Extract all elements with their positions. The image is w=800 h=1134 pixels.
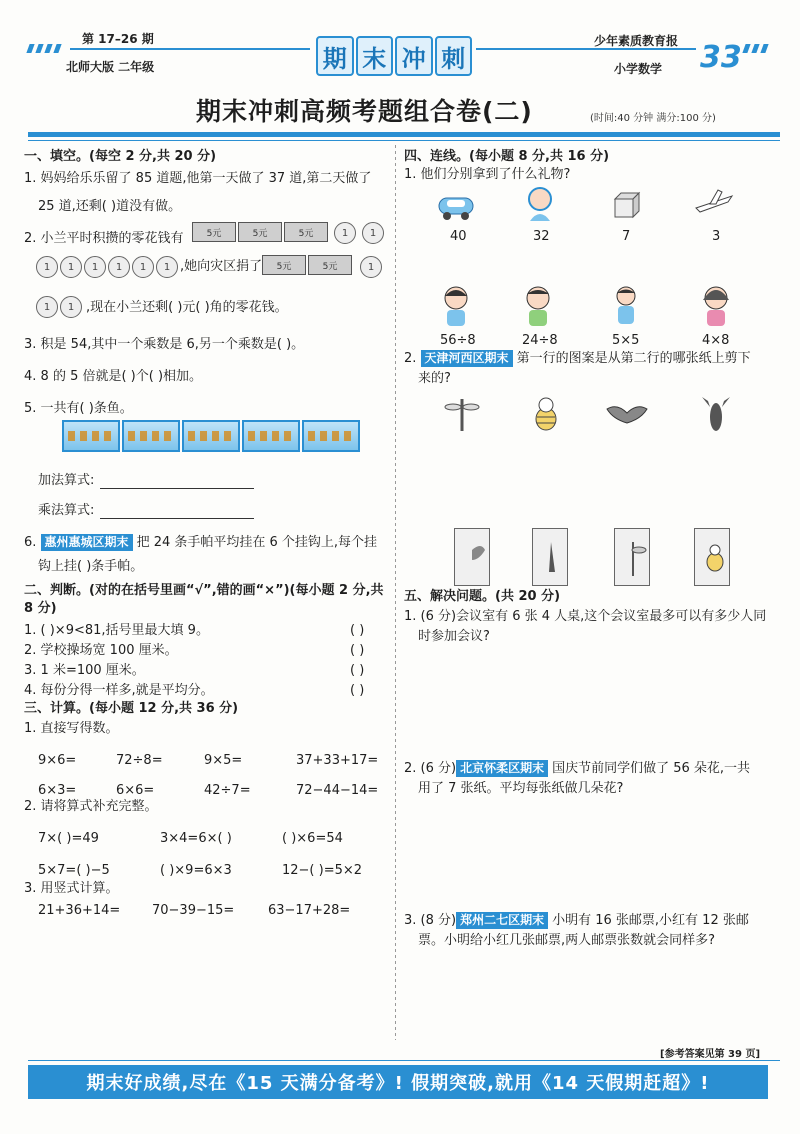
judge-1: 1. ( )×9<81,括号里最大填 9。 <box>24 623 209 638</box>
lobster-icon <box>696 392 736 436</box>
source-tag: 惠州惠城区期末 <box>41 534 133 551</box>
calc-item: 42÷7= <box>204 783 251 798</box>
banner-char: 末 <box>356 36 394 76</box>
fish-tank <box>122 420 180 452</box>
footer-rule <box>28 1060 780 1061</box>
folded-paper-icon <box>614 528 650 586</box>
fish-tank <box>302 420 360 452</box>
q4: 4. 8 的 5 倍就是( )个( )相加。 <box>24 369 203 384</box>
q3: 3. 积是 54,其中一个乘数是 6,另一个乘数是( )。 <box>24 337 305 352</box>
dragonfly-icon <box>442 394 482 434</box>
subject-label: 小学数学 <box>614 62 663 76</box>
title-rule <box>28 132 780 137</box>
gift-number: 40 <box>450 229 467 244</box>
footer-banner: 期末好成绩,尽在《15 天满分备考》! 假期突破,就用《14 天假期赶超》! <box>28 1065 768 1099</box>
kid-expression: 56÷8 <box>440 333 476 348</box>
calc-item: 7×( )=49 <box>38 831 99 846</box>
banknote-icon: 5元 <box>192 222 236 242</box>
banknote-icon: 5元 <box>262 255 306 275</box>
q1-line2: 25 道,还剩( )道没有做。 <box>38 199 182 214</box>
coin-icon: 1 <box>108 256 130 278</box>
source-tag: 天津河西区期末 <box>421 350 513 367</box>
source-tag: 郑州二七区期末 <box>456 912 548 929</box>
calc-item: 72÷8= <box>116 753 163 768</box>
kid-icon <box>518 284 558 328</box>
gift-number: 7 <box>622 229 631 244</box>
fish-tank <box>62 420 120 452</box>
q6-line2: 钩上挂( )条手帕。 <box>38 559 144 574</box>
folded-paper-icon <box>532 528 568 586</box>
section-problems: 五、解决问题。(共 20 分) <box>404 589 561 604</box>
coin-icon: 1 <box>360 256 382 278</box>
coin-icon: 1 <box>156 256 178 278</box>
match-2-line2: 来的? <box>418 371 451 386</box>
issue-label: 第 17–26 期 <box>82 32 154 46</box>
kid-icon <box>606 284 646 328</box>
girl-icon <box>520 184 560 226</box>
section-calc: 三、计算。(每小题 12 分,共 36 分) <box>24 701 239 716</box>
addition-label: 加法算式: <box>38 473 95 488</box>
gift-number: 32 <box>533 229 550 244</box>
calc-2: 2. 请将算式补充完整。 <box>24 799 158 814</box>
judge-4: 4. 每份分得一样多,就是平均分。 <box>24 683 214 698</box>
calc-item: 9×6= <box>38 753 77 768</box>
kid-expression: 5×5 <box>612 333 640 348</box>
folded-paper-icon <box>454 528 490 586</box>
column-divider <box>395 145 396 1040</box>
q6-line1: 6. 惠州惠城区期末 把 24 条手帕平均挂在 6 个挂钩上,每个挂 <box>24 535 378 550</box>
section-judge-line1: 二、判断。(对的在括号里画“√”,错的画“×”)(每小题 2 分,共 <box>24 583 384 598</box>
multiplication-label: 乘法算式: <box>38 503 95 518</box>
coin-icon: 1 <box>362 222 384 244</box>
banner-char: 冲 <box>395 36 433 76</box>
coin-icon: 1 <box>84 256 106 278</box>
calc-item: 72−44−14= <box>296 783 379 798</box>
car-icon <box>434 188 478 224</box>
calc-3: 3. 用竖式计算。 <box>24 881 119 896</box>
plane-icon <box>690 184 738 224</box>
banknote-icon: 5元 <box>308 255 352 275</box>
calc-1: 1. 直接写得数。 <box>24 721 119 736</box>
kid-icon <box>436 284 476 328</box>
banknote-icon: 5元 <box>284 222 328 242</box>
title-rule-thin <box>28 140 780 141</box>
section-fill-blank: 一、填空。(每空 2 分,共 20 分) <box>24 149 217 164</box>
coin-icon: 1 <box>334 222 356 244</box>
judge-4-paren[interactable]: ( ) <box>350 683 365 698</box>
problem-1-line1: 1. (6 分)会议室有 6 张 4 人桌,这个会议室最多可以有多少人同 <box>404 609 767 624</box>
kid-expression: 24÷8 <box>522 333 558 348</box>
section-judge-line2: 8 分) <box>24 601 57 616</box>
banner <box>316 36 472 76</box>
calc-item: 70−39−15= <box>152 903 235 918</box>
calc-item: 3×4=6×( ) <box>160 831 232 846</box>
calc-item: 12−( )=5×2 <box>282 863 363 878</box>
q1-line1: 1. 妈妈给乐乐留了 85 道题,他第一天做了 37 道,第二天做了 <box>24 171 372 186</box>
coin-icon: 1 <box>132 256 154 278</box>
banner-char: 期 <box>316 36 354 76</box>
header-line-left <box>70 48 310 50</box>
page-title: 期末冲刺高频考题组合卷(二) <box>196 97 533 126</box>
judge-2: 2. 学校操场宽 100 厘米。 <box>24 643 178 658</box>
judge-2-paren[interactable]: ( ) <box>350 643 365 658</box>
fish-tank <box>182 420 240 452</box>
problem-1-line2: 时参加会议? <box>418 629 490 644</box>
folded-paper-icon <box>694 528 730 586</box>
coin-icon: 1 <box>36 296 58 318</box>
header-stripes-right <box>744 44 774 53</box>
calc-item: ( )×6=54 <box>282 831 343 846</box>
banner-char: 刺 <box>435 36 473 76</box>
q2-line2: ,她向灾区捐了 <box>180 259 263 274</box>
calc-item: 63−17+28= <box>268 903 351 918</box>
calc-item: 37+33+17= <box>296 753 379 768</box>
addition-answer-line[interactable] <box>100 488 254 489</box>
problem-2-line2: 用了 7 张纸。平均每张纸做几朵花? <box>418 781 624 796</box>
calc-item: 6×6= <box>116 783 155 798</box>
problem-2-line1: 2. (6 分) 北京怀柔区期末 国庆节前同学们做了 56 朵花,一共 <box>404 761 751 776</box>
bee-icon <box>526 394 566 434</box>
q5: 5. 一共有( )条鱼。 <box>24 401 133 416</box>
judge-3: 3. 1 米=100 厘米。 <box>24 663 145 678</box>
edition-label: 北师大版 二年级 <box>66 60 155 74</box>
problem-3-line2: 票。小明给小红几张邮票,两人邮票张数就会同样多? <box>418 933 716 948</box>
coin-icon: 1 <box>60 256 82 278</box>
match-1: 1. 他们分别拿到了什么礼物? <box>404 167 571 182</box>
calc-item: 5×7=( )−5 <box>38 863 110 878</box>
source-tag: 北京怀柔区期末 <box>456 760 548 777</box>
cube-icon <box>608 188 644 224</box>
calc-item: 6×3= <box>38 783 77 798</box>
judge-1-paren[interactable]: ( ) <box>350 623 365 638</box>
answer-reference: [参考答案见第 39 页] <box>660 1049 761 1060</box>
section-match: 四、连线。(每小题 8 分,共 16 分) <box>404 149 610 164</box>
calc-item: 9×5= <box>204 753 243 768</box>
judge-3-paren[interactable]: ( ) <box>350 663 365 678</box>
header-stripes <box>28 44 68 53</box>
coin-icon: 1 <box>60 296 82 318</box>
fish-tank <box>242 420 300 452</box>
match-2-line1: 2. 天津河西区期末 第一行的图案是从第二行的哪张纸上剪下 <box>404 351 751 366</box>
multiplication-answer-line[interactable] <box>100 518 254 519</box>
calc-item: 21+36+14= <box>38 903 121 918</box>
gift-number: 3 <box>712 229 721 244</box>
page-subtitle: (时间:40 分钟 满分:100 分) <box>590 113 716 124</box>
calc-item: ( )×9=6×3 <box>160 863 232 878</box>
problem-3-line1: 3. (8 分) 郑州二七区期末 小明有 16 张邮票,小红有 12 张邮 <box>404 913 749 928</box>
paper-name: 少年素质教育报 <box>594 34 679 48</box>
coin-icon: 1 <box>36 256 58 278</box>
q2-line1: 2. 小兰平时积攒的零花钱有 <box>24 231 184 246</box>
page-number: 33 <box>700 40 742 75</box>
q2-line3: ,现在小兰还剩( )元( )角的零花钱。 <box>86 300 288 315</box>
kid-icon <box>696 284 736 328</box>
banknote-icon: 5元 <box>238 222 282 242</box>
kid-expression: 4×8 <box>702 333 730 348</box>
bat-icon <box>604 396 650 432</box>
